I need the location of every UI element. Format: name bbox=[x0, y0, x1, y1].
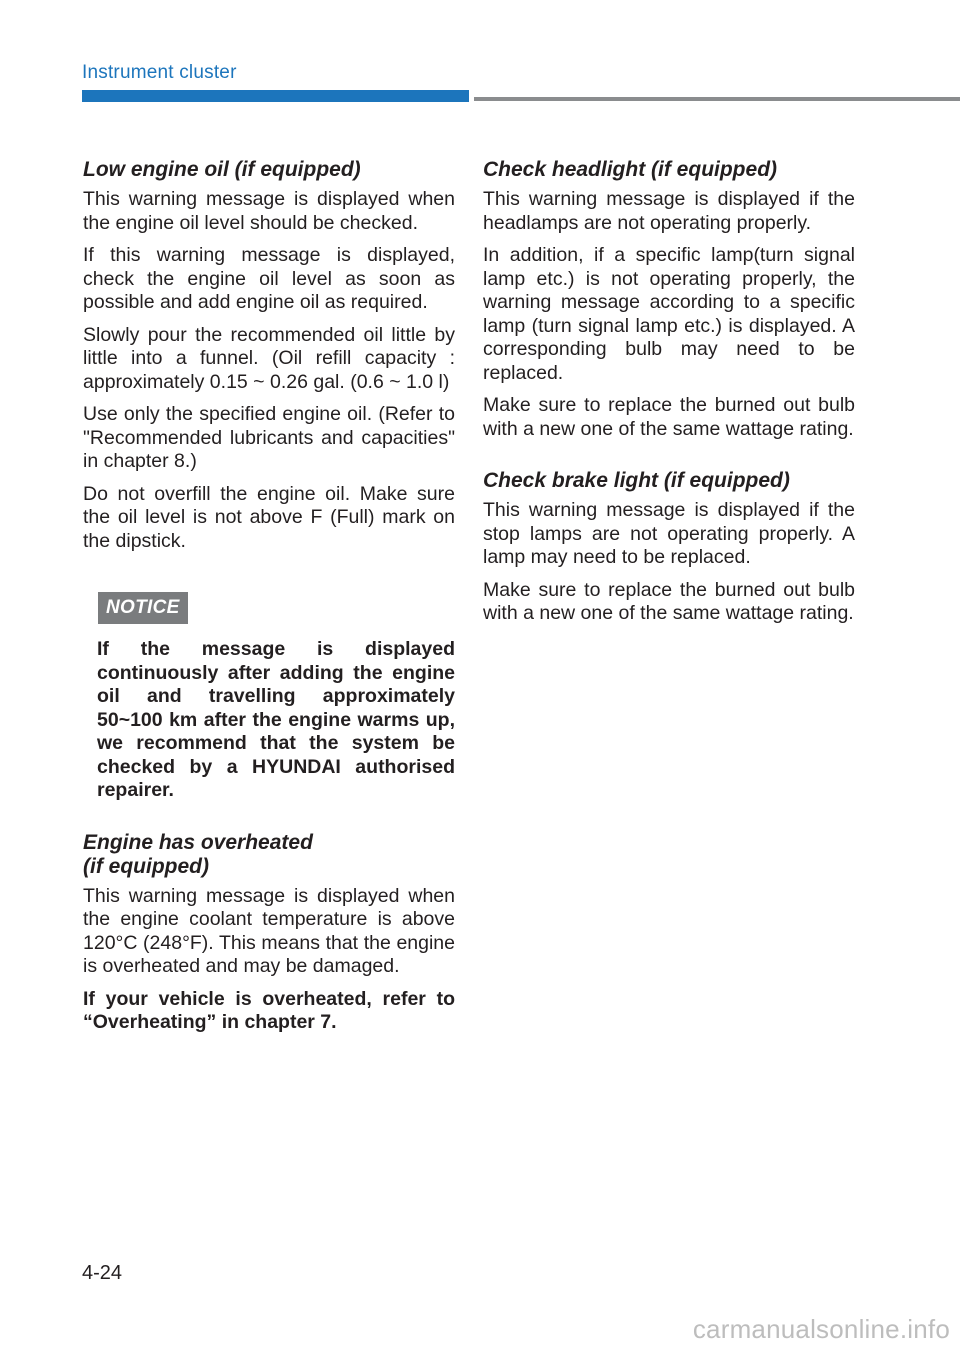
page-number: 4-24 bbox=[82, 1262, 123, 1284]
low-oil-paragraph-3: Slowly pour the recommended oil little by little into a funnel. (Oil refill capacity : approximately 0.15 ~ 0.26 gal. (0.6 ~ 1.0 l) bbox=[83, 323, 455, 393]
brake-paragraph-2: Make sure to replace the burned out bulb with a new one of the same wattage rating. bbox=[483, 578, 855, 624]
overheated-heading-line-1: Engine has overheated bbox=[83, 830, 313, 854]
section-title: Instrument cluster bbox=[82, 62, 237, 83]
headlight-paragraph-1: This warning message is displayed if the headlamps are not operating properly. bbox=[483, 188, 855, 234]
low-oil-paragraph-2: If this warning message is displayed, check the engine oil level as soon as possible and add engine oil as required. bbox=[83, 244, 455, 313]
low-oil-paragraph-4: Use only the specified engine oil. (Refer to "Recommended lubricants and capacities" in chapter 8.) bbox=[83, 403, 455, 472]
notice-text: If the message is displayed continuously after adding the engine oil and travelling approximately 50~100 km after the engine warms up, we recommend that the system be checked by a HYUNDAI authorised repairer. bbox=[97, 638, 455, 801]
headlight-heading: Check headlight (if equipped) bbox=[483, 158, 778, 181]
low-oil-paragraph-5: Do not overfill the engine oil. Make sure the oil level is not above F (Full) mark on the dipstick. bbox=[83, 482, 455, 552]
right-column bbox=[483, 158, 855, 635]
headlight-paragraph-2: In addition, if a specific lamp(turn signal lamp etc.) is not operating properly, the warning message according to a specific lamp (turn signal lamp etc.) is displayed. A corresponding bulb may need to be replaced. bbox=[483, 244, 855, 384]
watermark-link[interactable]: carmanualsonline.info bbox=[692, 1314, 950, 1344]
notice-badge: NOTICE bbox=[98, 592, 188, 624]
overheated-heading bbox=[83, 831, 455, 879]
header-rule-blue bbox=[82, 90, 469, 102]
header-rule-gray bbox=[474, 97, 960, 101]
overheated-heading-line-2: (if equipped) bbox=[83, 854, 209, 878]
overheated-paragraph-2: If your vehicle is overheated, refer to “Overheating” in chapter 7. bbox=[83, 987, 455, 1033]
left-column bbox=[83, 158, 455, 1044]
headlight-paragraph-3: Make sure to replace the burned out bulb with a new one of the same wattage rating. bbox=[483, 394, 855, 440]
low-oil-heading: Low engine oil (if equipped) bbox=[83, 158, 361, 181]
low-oil-paragraph-1: This warning message is displayed when the engine oil level should be checked. bbox=[83, 188, 455, 234]
overheated-paragraph-1: This warning message is displayed when the engine coolant temperature is above 120°C (248°F). This means that the engine is overheated and may be damaged. bbox=[83, 884, 455, 977]
brake-paragraph-1: This warning message is displayed if the stop lamps are not operating properly. A lamp may need to be replaced. bbox=[483, 499, 855, 568]
brake-heading: Check brake light (if equipped) bbox=[483, 469, 790, 492]
